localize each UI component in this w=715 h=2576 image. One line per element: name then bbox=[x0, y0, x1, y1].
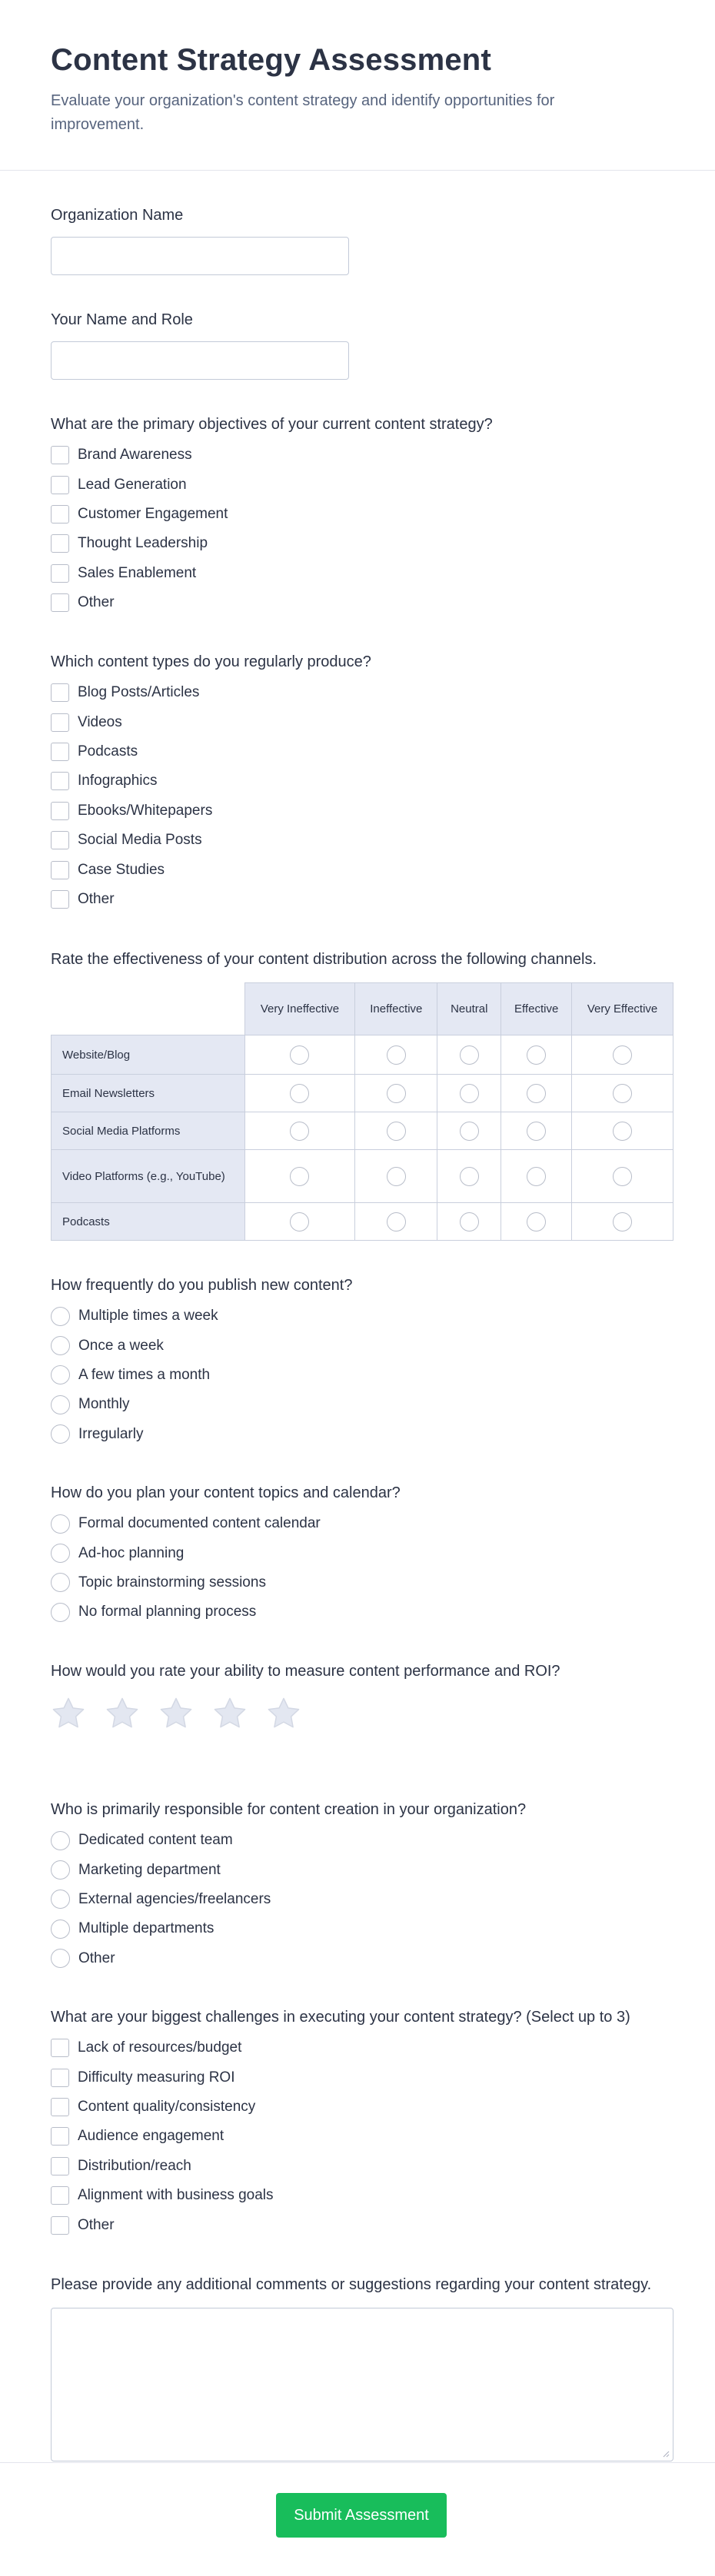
radio-button[interactable] bbox=[51, 1890, 70, 1909]
frequency-option[interactable]: Multiple times a week bbox=[51, 1301, 664, 1331]
measurement-label: How would you rate your ability to measure content performance and ROI? bbox=[51, 1663, 560, 1680]
matrix-radio[interactable] bbox=[460, 1122, 479, 1141]
responsibility-options bbox=[51, 1826, 664, 1973]
objectives-option[interactable]: Lead Generation bbox=[51, 470, 664, 499]
challenge-option[interactable]: Difficulty measuring ROI bbox=[51, 2062, 664, 2092]
radio-button[interactable] bbox=[51, 1395, 70, 1414]
matrix-radio[interactable] bbox=[290, 1084, 309, 1103]
checkbox[interactable] bbox=[51, 2127, 69, 2146]
radio-button[interactable] bbox=[51, 1949, 70, 1968]
star-icon[interactable] bbox=[266, 1696, 301, 1731]
objectives-option[interactable]: Other bbox=[51, 588, 664, 617]
matrix-corner bbox=[52, 983, 245, 1035]
org-name-label: Organization Name bbox=[51, 207, 184, 224]
matrix-header-row bbox=[52, 983, 673, 1035]
challenges-options bbox=[51, 2033, 664, 2240]
star-rating bbox=[51, 1696, 664, 1731]
measurement-question bbox=[51, 1660, 664, 1731]
matrix-radio[interactable] bbox=[290, 1212, 309, 1231]
your-name-input[interactable] bbox=[51, 341, 349, 380]
matrix-radio[interactable] bbox=[527, 1122, 546, 1141]
radio-button[interactable] bbox=[51, 1514, 70, 1534]
matrix-radio[interactable] bbox=[527, 1212, 546, 1231]
challenge-option[interactable]: Lack of resources/budget bbox=[51, 2033, 664, 2062]
checkbox[interactable] bbox=[51, 2098, 69, 2116]
radio-button[interactable] bbox=[51, 1544, 70, 1563]
matrix-radio[interactable] bbox=[613, 1045, 632, 1065]
content-types-options bbox=[51, 678, 664, 914]
checkbox[interactable] bbox=[51, 2186, 69, 2205]
radio-button[interactable] bbox=[51, 1831, 70, 1850]
planning-options bbox=[51, 1509, 664, 1627]
responsibility-option[interactable]: Multiple departments bbox=[51, 1914, 664, 1943]
matrix-radio[interactable] bbox=[290, 1167, 309, 1186]
checkbox[interactable] bbox=[51, 743, 69, 761]
challenge-option[interactable]: Audience engagement bbox=[51, 2122, 664, 2151]
star-icon[interactable] bbox=[105, 1696, 140, 1731]
form-footer bbox=[0, 2462, 715, 2576]
form-title: Content Strategy Assessment bbox=[51, 43, 491, 77]
responsibility-question bbox=[51, 1799, 664, 1973]
content-type-option[interactable]: Ebooks/Whitepapers bbox=[51, 796, 664, 826]
submit-button[interactable]: Submit Assessment bbox=[276, 2493, 447, 2538]
matrix-row-label: Social Media Platforms bbox=[52, 1112, 245, 1150]
objectives-option[interactable]: Customer Engagement bbox=[51, 500, 664, 529]
content-type-option[interactable]: Podcasts bbox=[51, 737, 664, 766]
org-name-field bbox=[51, 204, 664, 275]
comments-question bbox=[51, 2274, 664, 2461]
radio-button[interactable] bbox=[51, 1336, 70, 1355]
matrix-column-header: Very Ineffective bbox=[244, 983, 355, 1035]
objectives-option[interactable]: Brand Awareness bbox=[51, 440, 664, 470]
frequency-option[interactable]: A few times a month bbox=[51, 1361, 664, 1390]
star-icon[interactable] bbox=[51, 1696, 86, 1731]
distribution-matrix bbox=[51, 982, 673, 1241]
challenge-option[interactable]: Other bbox=[51, 2210, 664, 2239]
matrix-radio[interactable] bbox=[387, 1122, 406, 1141]
radio-button[interactable] bbox=[51, 1365, 70, 1384]
planning-label: How do you plan your content topics and calendar? bbox=[51, 1484, 401, 1501]
matrix-row-label: Podcasts bbox=[52, 1203, 245, 1241]
comments-textarea[interactable] bbox=[51, 2308, 673, 2461]
form-header bbox=[0, 0, 715, 171]
objectives-label: What are the primary objectives of your current content strategy? bbox=[51, 416, 493, 433]
form-subtitle: Evaluate your organization's content strategy and identify opportunities for improvement. bbox=[51, 92, 555, 133]
checkbox[interactable] bbox=[51, 593, 69, 612]
distribution-label: Rate the effectiveness of your content distribution across the following channels. bbox=[51, 951, 597, 968]
content-types-label: Which content types do you regularly produce? bbox=[51, 653, 371, 670]
content-type-option[interactable]: Blog Posts/Articles bbox=[51, 678, 664, 707]
frequency-option[interactable]: Monthly bbox=[51, 1390, 664, 1419]
frequency-options bbox=[51, 1301, 664, 1449]
checkbox[interactable] bbox=[51, 683, 69, 702]
planning-option[interactable]: Formal documented content calendar bbox=[51, 1509, 664, 1538]
matrix-radio[interactable] bbox=[387, 1045, 406, 1065]
matrix-column-header: Neutral bbox=[437, 983, 501, 1035]
matrix-row bbox=[52, 1203, 673, 1241]
planning-question bbox=[51, 1482, 664, 1627]
checkbox[interactable] bbox=[51, 564, 69, 583]
objectives-option[interactable]: Sales Enablement bbox=[51, 559, 664, 588]
matrix-row-label: Website/Blog bbox=[52, 1035, 245, 1075]
challenge-option[interactable]: Distribution/reach bbox=[51, 2152, 664, 2181]
matrix-radio[interactable] bbox=[460, 1045, 479, 1065]
content-type-option[interactable]: Other bbox=[51, 885, 664, 914]
matrix-radio[interactable] bbox=[460, 1167, 479, 1186]
matrix-radio[interactable] bbox=[527, 1167, 546, 1186]
matrix-radio[interactable] bbox=[527, 1045, 546, 1065]
matrix-column-header: Ineffective bbox=[355, 983, 437, 1035]
org-name-input[interactable] bbox=[51, 237, 349, 275]
your-name-field bbox=[51, 309, 664, 380]
checkbox[interactable] bbox=[51, 831, 69, 849]
matrix-row bbox=[52, 1112, 673, 1150]
content-type-option[interactable]: Infographics bbox=[51, 766, 664, 796]
responsibility-label: Who is primarily responsible for content creation in your organization? bbox=[51, 1801, 527, 1818]
content-type-option[interactable]: Case Studies bbox=[51, 855, 664, 884]
checkbox[interactable] bbox=[51, 890, 69, 909]
planning-option[interactable]: Topic brainstorming sessions bbox=[51, 1568, 664, 1597]
frequency-label: How frequently do you publish new content? bbox=[51, 1277, 353, 1294]
responsibility-option[interactable]: External agencies/freelancers bbox=[51, 1885, 664, 1914]
checkbox[interactable] bbox=[51, 476, 69, 494]
matrix-radio[interactable] bbox=[613, 1167, 632, 1186]
content-types-question bbox=[51, 651, 664, 914]
radio-button[interactable] bbox=[51, 1860, 70, 1880]
challenge-option[interactable]: Content quality/consistency bbox=[51, 2092, 664, 2122]
matrix-radio[interactable] bbox=[387, 1084, 406, 1103]
matrix-radio[interactable] bbox=[613, 1084, 632, 1103]
planning-option[interactable]: No formal planning process bbox=[51, 1597, 664, 1627]
matrix-row bbox=[52, 1035, 673, 1075]
radio-button[interactable] bbox=[51, 1424, 70, 1444]
challenge-option[interactable]: Alignment with business goals bbox=[51, 2181, 664, 2210]
matrix-row-label: Email Newsletters bbox=[52, 1075, 245, 1112]
resize-grip-icon[interactable] bbox=[662, 2450, 670, 2458]
matrix-radio[interactable] bbox=[613, 1122, 632, 1141]
matrix-column-header: Very Effective bbox=[572, 983, 673, 1035]
your-name-label: Your Name and Role bbox=[51, 311, 193, 328]
matrix-row bbox=[52, 1150, 673, 1203]
matrix-radio[interactable] bbox=[290, 1045, 309, 1065]
matrix-row-label: Video Platforms (e.g., YouTube) bbox=[52, 1150, 245, 1203]
matrix-radio[interactable] bbox=[460, 1084, 479, 1103]
checkbox[interactable] bbox=[51, 2069, 69, 2087]
checkbox[interactable] bbox=[51, 802, 69, 820]
distribution-question bbox=[51, 949, 664, 1241]
content-type-option[interactable]: Videos bbox=[51, 707, 664, 736]
content-type-option[interactable]: Social Media Posts bbox=[51, 826, 664, 855]
challenges-label: What are your biggest challenges in executing your content strategy? (Select up to 3) bbox=[51, 2009, 630, 2026]
star-icon[interactable] bbox=[212, 1696, 248, 1731]
checkbox[interactable] bbox=[51, 2157, 69, 2175]
star-icon[interactable] bbox=[158, 1696, 194, 1731]
radio-button[interactable] bbox=[51, 1920, 70, 1939]
objectives-option[interactable]: Thought Leadership bbox=[51, 529, 664, 558]
radio-button[interactable] bbox=[51, 1573, 70, 1592]
matrix-radio[interactable] bbox=[613, 1212, 632, 1231]
checkbox[interactable] bbox=[51, 2216, 69, 2235]
checkbox[interactable] bbox=[51, 2039, 69, 2057]
responsibility-option[interactable]: Dedicated content team bbox=[51, 1826, 664, 1855]
checkbox[interactable] bbox=[51, 861, 69, 879]
frequency-question bbox=[51, 1275, 664, 1449]
matrix-column-header: Effective bbox=[501, 983, 572, 1035]
checkbox[interactable] bbox=[51, 772, 69, 790]
objectives-question bbox=[51, 414, 664, 617]
matrix-radio[interactable] bbox=[290, 1122, 309, 1141]
objectives-options bbox=[51, 440, 664, 617]
matrix-radio[interactable] bbox=[387, 1167, 406, 1186]
responsibility-option[interactable]: Marketing department bbox=[51, 1855, 664, 1884]
responsibility-option[interactable]: Other bbox=[51, 1944, 664, 1973]
frequency-option[interactable]: Irregularly bbox=[51, 1420, 664, 1449]
checkbox[interactable] bbox=[51, 713, 69, 732]
matrix-radio[interactable] bbox=[460, 1212, 479, 1231]
checkbox[interactable] bbox=[51, 505, 69, 524]
matrix-row bbox=[52, 1075, 673, 1112]
checkbox[interactable] bbox=[51, 446, 69, 464]
frequency-option[interactable]: Once a week bbox=[51, 1331, 664, 1360]
comments-label: Please provide any additional comments or suggestions regarding your content strategy. bbox=[51, 2276, 652, 2293]
matrix-radio[interactable] bbox=[527, 1084, 546, 1103]
radio-button[interactable] bbox=[51, 1307, 70, 1326]
radio-button[interactable] bbox=[51, 1603, 70, 1622]
planning-option[interactable]: Ad-hoc planning bbox=[51, 1538, 664, 1567]
checkbox[interactable] bbox=[51, 534, 69, 553]
challenges-question bbox=[51, 2006, 664, 2240]
matrix-radio[interactable] bbox=[387, 1212, 406, 1231]
